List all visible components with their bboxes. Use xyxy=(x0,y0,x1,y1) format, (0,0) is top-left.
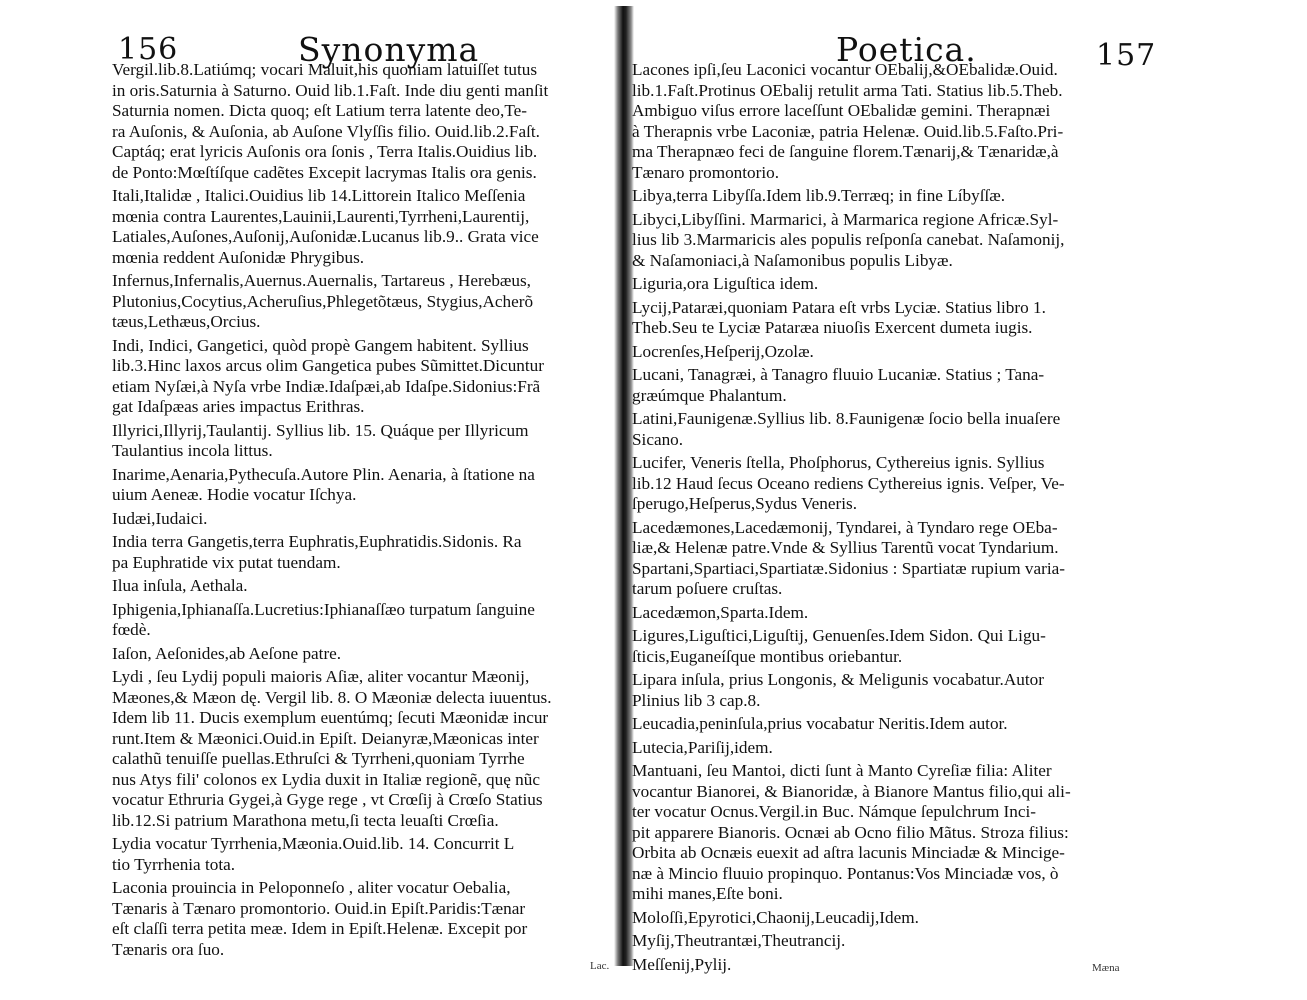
text-line: Leucadia,peninſula,prius vocabatur Neritis.Idem autor. xyxy=(632,714,1008,733)
text-line: Locrenſes,Heſperij,Ozolæ. xyxy=(632,341,814,361)
text-line: Lydi , ſeu Lydij populi maioris Aſiæ, aliter vocantur Mæonij, xyxy=(112,667,530,686)
text-line: Laconia prouincia in Peloponneſo , aliter vocatur Oebalia, xyxy=(112,878,511,897)
catchword-left: Lac. xyxy=(590,960,610,972)
text-line: vocantur Bianorei, & Bianoridæ, à Bianore Mantus filio,qui ali- xyxy=(632,781,1071,801)
text-line: Theb.Seu te Lyciæ Pataræa niuoſis Exercent dumeta iugis. xyxy=(632,318,1033,337)
text-line: vocatur Ethruria Gygei,à Gyge rege , vt Crœſij à Crœſo Statius xyxy=(112,790,543,809)
text-line: in oris.Saturnia à Saturno. Ouid lib.1.Faſt. Inde diu genti manſit xyxy=(112,80,549,100)
text-line: Itali,Italidæ , Italici.Ouidius lib 14.Littorein Italico Meſſenia xyxy=(112,186,526,205)
text-line: Tænaris ora ſuo. xyxy=(112,939,225,959)
text-line: Latiales,Auſones,Auſonij,Auſonidæ.Lucanus lib.9.. Grata vice xyxy=(112,227,539,246)
text-line: tæus,Lethæus,Orcius. xyxy=(112,312,261,331)
text-line: Inarime,Aenaria,Pythecuſa.Autore Plin. Aenaria, à ſtatione na xyxy=(112,464,535,484)
text-line: lib.12 Haud ſecus Oceano rediens Cythereius ignis. Veſper, Ve- xyxy=(632,473,1065,493)
text-line: Tænaris à Tænaro promontorio. Ouid.in Epiſt.Paridis:Tænar xyxy=(112,898,526,918)
text-line: Ilua inſula, Aethala. xyxy=(112,576,248,595)
text-line: & Naſamoniaci,à Naſamonibus populis Libyæ. xyxy=(632,250,953,270)
catchword-right: Mæna xyxy=(1092,962,1120,974)
left-page xyxy=(0,0,616,1000)
text-line: Infernus,Infernalis,Auernus.Auernalis, Tartareus , Herebæus, xyxy=(112,271,531,290)
text-line: ſperugo,Heſperus,Sydus Veneris. xyxy=(632,494,857,513)
text-line: Lacones ipſi,ſeu Laconici vocantur OEbalij,&OEbalidæ.Ouid. xyxy=(632,60,1058,79)
text-line: mœnia reddent Auſonidæ Phrygibus. xyxy=(112,247,365,267)
text-line: Sicano. xyxy=(632,429,684,449)
text-line: Idem lib 11. Ducis exemplum euentúmq; ſecuti Mæonidæ incur xyxy=(112,708,549,727)
book-gutter xyxy=(614,6,634,966)
text-line: Orbita ab Ocnæis euexit ad aſtra lacunis Minciadæ & Mincige- xyxy=(632,843,1065,862)
running-title-left: Synonyma xyxy=(298,30,480,69)
text-line: Moloſſi,Epyrotici,Chaonij,Leucadij,Idem. xyxy=(632,907,919,927)
text-line: tarum poſuere cruſtas. xyxy=(632,579,783,598)
text-line: Spartani,Spartiaci,Spartiatæ.Sidonius : Spartiatæ rupium varia- xyxy=(632,558,1065,578)
text-line: Illyrici,Illyrij,Taulantij. Syllius lib. 15. Quáque per Illyricum xyxy=(112,420,529,440)
text-line: India terra Gangetis,terra Euphratis,Euphratidis.Sidonis. Ra xyxy=(112,532,522,551)
text-line: Iaſon, Aeſonides,ab Aeſone patre. xyxy=(112,643,342,663)
text-line: Mantuani, ſeu Mantoi, dicti ſunt à Manto Cyreſiæ filia: Aliter xyxy=(632,761,1052,780)
text-line: ter vocatur Ocnus.Vergil.in Buc. Námque ſepulchrum Inci- xyxy=(632,802,1036,821)
text-line: Iphigenia,Iphianaſſa.Lucretius:Iphianaſſæo turpatum ſanguine xyxy=(112,599,535,619)
text-line: runt.Item & Mæonici.Ouid.in Epiſt. Deianyræ,Mæonicas inter xyxy=(112,728,539,748)
text-line: lib.1.Faſt.Protinus OEbalij retulit arma Tati. Statius lib.5.Theb. xyxy=(632,80,1063,100)
text-line: Tænaro promontorio. xyxy=(632,162,780,182)
text-line: ſticis,Euganeíſque montibus oriebantur. xyxy=(632,646,903,666)
text-line: Iudæi,Iudaici. xyxy=(112,508,208,528)
text-line: Lucifer, Veneris ſtella, Phoſphorus, Cythereius ignis. Syllius xyxy=(632,453,1045,472)
running-title-right: Poetica. xyxy=(836,30,977,69)
text-line: Libyci,Libyſſini. Marmarici, à Marmarica regione Africæ.Syl- xyxy=(632,209,1059,229)
text-line: Lydia vocatur Tyrrhenia,Mæonia.Ouid.lib. 14. Concurrit L xyxy=(112,834,515,853)
text-line: Mæones,& Mæon dę. Vergil lib. 8. O Mæoniæ delecta iuuentus. xyxy=(112,687,552,707)
text-line: Lycij,Pataræi,quoniam Patara eſt vrbs Lyciæ. Statius libro 1. xyxy=(632,297,1046,317)
text-line: à Therapnis vrbe Laconiæ, patria Helenæ. Ouid.lib.5.Faſto.Pri- xyxy=(632,121,1064,141)
text-line: Indi, Indici, Gangetici, quòd propè Gangem habitent. Syllius xyxy=(112,335,529,355)
text-line: lib.3.Hinc laxos arcus olim Gangetica pubes Sũmittet.Dicuntur xyxy=(112,356,544,375)
text-line: de Ponto:Mœſtíſque cadẽtes Excepit lacrymas Italis ora genis. xyxy=(112,162,537,182)
text-line: calathũ tenuiſſe puellas.Ethruſci & Tyrrheni,quoniam Tyrrhe xyxy=(112,749,525,768)
text-line: Lacedæmones,Lacedæmonij, Tyndarei, à Tyndaro rege OEba- xyxy=(632,517,1058,537)
text-line: græúmque Phalantum. xyxy=(632,385,787,405)
text-line: mihi manes,Eſte boni. xyxy=(632,884,783,903)
text-line: Plinius lib 3 cap.8. xyxy=(632,690,761,710)
text-line: mœnia contra Laurentes,Lauinii,Laurenti,Tyrrheni,Laurentij, xyxy=(112,206,530,226)
text-line: uium Aeneæ. Hodie vocatur Iſchya. xyxy=(112,485,357,504)
text-line: Lucani, Tanagræi, à Tanagro fluuio Lucaniæ. Statius ; Tana- xyxy=(632,365,1045,384)
text-line: Lutecia,Pariſij,idem. xyxy=(632,737,773,757)
text-line: næ à Mincio fluuio propinquo. Pontanus:Vos Minciadæ vos, ò xyxy=(632,863,1059,883)
text-line: eſt claſſi terra petita meæ. Idem in Epiſt.Helenæ. Excepit por xyxy=(112,919,528,938)
text-line: Taulantius incola littus. xyxy=(112,441,273,460)
text-line: liæ,& Helenæ patre.Vnde & Syllius Tarentũ vocat Tyndarium. xyxy=(632,538,1059,557)
text-line: ma Therapnæo feci de ſanguine florem.Tænarij,& Tænaridæ,à xyxy=(632,142,1059,161)
text-line: Captáq; erat lyricis Auſonis ora ſonis , Terra Italis.Ouidius lib. xyxy=(112,142,538,161)
text-line: nus Atys fili' colonos ex Lydia duxit in Italiæ regionẽ, quę nũc xyxy=(112,769,540,789)
text-line: gat Idaſpæas aries impactus Erithras. xyxy=(112,397,365,416)
text-line: Myſij,Theutrantæi,Theutrancij. xyxy=(632,931,846,950)
text-line: lius lib 3.Marmaricis ales populis reſponſa canebat. Naſamonij, xyxy=(632,230,1065,249)
text-line: pa Euphratide vix putat tuendam. xyxy=(112,552,341,572)
page-number-right: 157 xyxy=(1096,38,1157,73)
text-line: Saturnia nomen. Dicta quoq; eſt Latium terra latente deo,Te- xyxy=(112,101,527,120)
text-line: lib.12.Si patrium Marathona metu,ſi tecta leuaſti Crœſia. xyxy=(112,810,499,830)
text-line: Plutonius,Cocytius,Acheruſius,Phlegetõtæus, Stygius,Acherõ xyxy=(112,291,534,311)
text-line: fœdè. xyxy=(112,620,151,639)
page-number-left: 156 xyxy=(118,32,179,67)
text-line: ra Auſonis, & Auſonia, ab Auſone Vlyſſis filio. Ouid.lib.2.Faſt. xyxy=(112,121,540,141)
text-line: tio Tyrrhenia tota. xyxy=(112,854,236,874)
text-line: Ambiguo viſus errore laceſſunt OEbalidæ gemini. Therapnæi xyxy=(632,101,1051,120)
left-body-text xyxy=(112,60,552,960)
text-line: pit apparere Bianoris. Ocnæi ab Ocno filio Mãtus. Stroza filius: xyxy=(632,822,1069,842)
right-page xyxy=(632,0,1307,1000)
text-line: etiam Nyſæi,à Nyſa vrbe Indiæ.Idaſpæi,ab Idaſpe.Sidonius:Frã xyxy=(112,376,541,396)
text-line: Libya,terra Libyſſa.Idem lib.9.Terræq; in fine Líbyſſæ. xyxy=(632,186,1006,205)
text-line: Ligures,Liguſtici,Liguſtij, Genuenſes.Idem Sidon. Qui Ligu- xyxy=(632,626,1046,645)
text-line: Lacedæmon,Sparta.Idem. xyxy=(632,602,809,622)
text-line: Lipara inſula, prius Longonis, & Meligunis vocabatur.Autor xyxy=(632,670,1044,689)
text-line: Meſſenij,Pylij. xyxy=(632,954,732,974)
right-body-text xyxy=(632,60,1071,975)
text-line: Latini,Faunigenæ.Syllius lib. 8.Faunigenæ ſocio bella inuaſere xyxy=(632,409,1061,428)
text-line: Liguria,ora Liguſtica idem. xyxy=(632,274,819,293)
text-line: Vergil.lib.8.Latiúmq; vocari Maluit,his quoniam latuiſſet tutus xyxy=(112,60,538,79)
